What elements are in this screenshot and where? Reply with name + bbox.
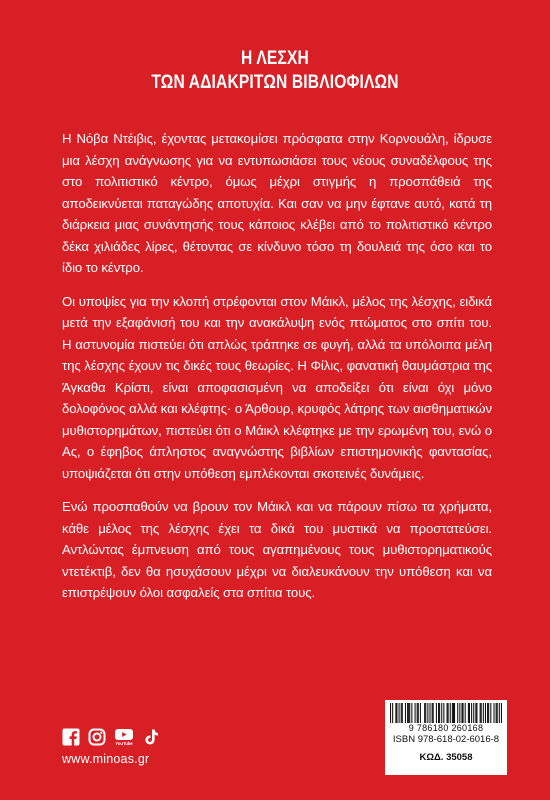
blurb-paragraph-2: Οι υποψίες για την κλοπή στρέφονται στον Μάικλ, μέλος της λέσχης, ειδικά μετά την εξαφάνισή του και την ανακάλυψη ενός πτώματος στο σπίτι του. Η αστυνομία πιστεύει ότι απλώς τράπηκε σε φυγή, αλλά τα υπόλοιπα μέλη της λέσχης έχουν τις δικές τους θεωρίες. Η Φίλις, φανατική θαυμάστρια της Άγκαθα Κρίστι, είναι αποφασισμένη να αποδείξει ότι είναι όχι μόνο δολοφόνος αλλά και κλέφτης· ο Άρθουρ, κρυφός λάτρης των αισθηματικών μυθιστορημάτων, πιστεύει ότι ο Μάικλ κλέφτηκε με την ερωμένη του, ενώ ο Ας, ο έφηβος άπληστος αναγνώστης βιβλίων επιστημονικής φαντασίας, υποψιάζεται ότι στην υπόθεση εμπλέκονται σκοτεινές δυνάμεις. bbox=[62, 293, 492, 481]
title-line-2: ΤΩΝ ΑΔΙΑΚΡΙΤΩΝ ΒΙΒΛΙΟΦΙΛΩΝ bbox=[151, 72, 399, 93]
social-icons bbox=[62, 727, 160, 747]
youtube-label: YouTube bbox=[115, 741, 133, 746]
blurb bbox=[62, 128, 492, 616]
barcode-digits: 9 786180 260168 bbox=[408, 723, 484, 733]
tiktok-icon[interactable] bbox=[142, 728, 160, 746]
barcode bbox=[390, 703, 502, 723]
facebook-icon[interactable] bbox=[62, 728, 80, 746]
product-code: ΚΩΔ. 35058 bbox=[419, 752, 473, 763]
youtube-icon[interactable] bbox=[114, 728, 134, 746]
book-title bbox=[50, 47, 501, 95]
barcode-area bbox=[385, 700, 507, 775]
website-link[interactable]: www.minoas.gr bbox=[62, 752, 150, 766]
instagram-icon[interactable] bbox=[88, 728, 106, 746]
blurb-paragraph-3: Ενώ προσπαθούν να βρουν τον Μάικλ και να πάρουν πίσω τα χρήματα, κάθε μέλος της λέσχης έχει τα δικά του μυστικά να προστατεύσει. Αντλώντας έμπνευση από τους αγαπημένους τους μυθιστορηματικούς ντετέκτιβ, δεν θα ησυχάσουν μέχρι να διαλευκάνουν την υπόθεση και να επιστρέψουν όλοι ασφαλείς στα σπίτια τους. bbox=[62, 499, 492, 600]
isbn-number: ISBN 978-618-02-6016-8 bbox=[392, 734, 500, 745]
title-line-1: Η ΛΕΣΧΗ bbox=[241, 48, 309, 69]
blurb-paragraph-1: Η Νόβα Ντέιβις, έχοντας μετακομίσει πρόσφατα στην Κορνουάλη, ίδρυσε μια λέσχη ανάγνωσης για να εντυπωσιάσει τους νέους συναδέλφους της στο πολιτιστικό κέντρο, όμως μέχρι στιγμής η προσπάθειά της αποδεικνύεται παταγώδης αποτυχία. Και σαν να μην έφτανε αυτό, κατά τη διάρκεια μιας συνάντησής τους κάποιος κλέβει από το πολιτιστικό κέντρο δέκα χιλιάδες λίρες, θέτοντας σε κίνδυνο τόσο τη δουλειά της όσο και το ίδιο το κέντρο. bbox=[62, 131, 492, 275]
